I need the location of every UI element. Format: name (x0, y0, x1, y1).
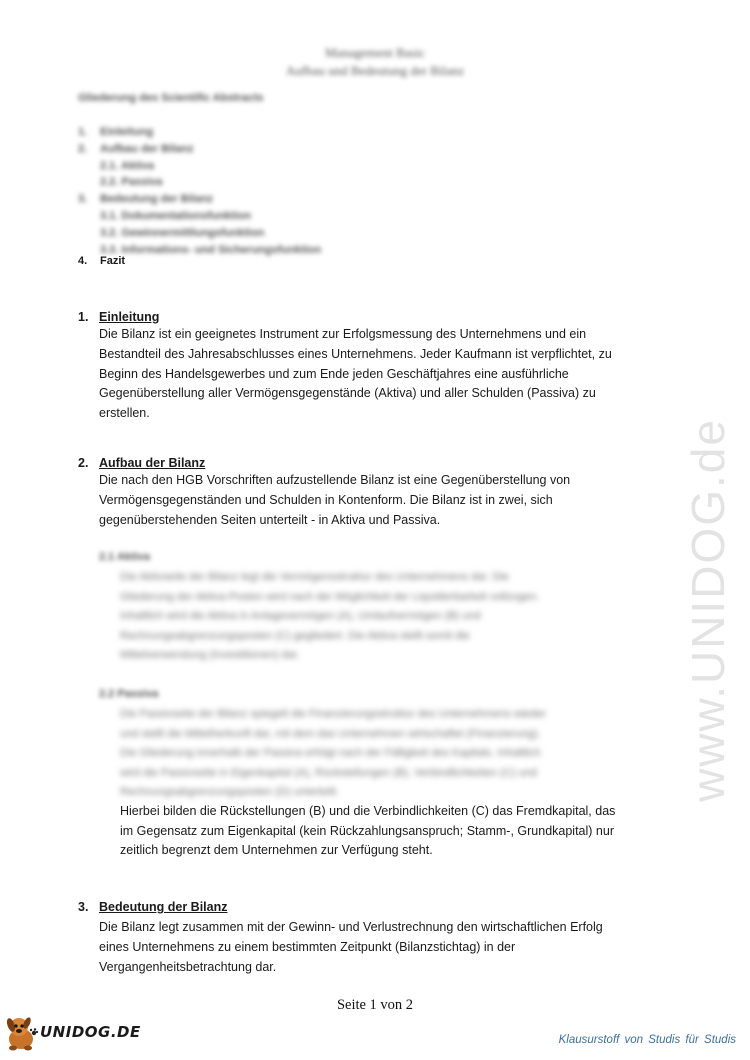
footer-tagline: Klausurstoff von Studis für Studis (558, 1034, 736, 1046)
logo-text: UNIDOG.DE (40, 1023, 141, 1041)
doc-title-line1: Management Basic (325, 45, 425, 60)
page-number: Seite 1 von 2 (336, 997, 414, 1013)
section-heading-bedeutung: 3. Bedeutung der Bilanz (78, 900, 228, 914)
section-heading-aufbau: 2. Aufbau der Bilanz (78, 456, 206, 470)
paragraph-aufbau: Die nach den HGB Vorschriften aufzustellende Bilanz ist eine Gegenüberstellung von Vermögensgegenständen und Schulden in Kontenform. Die Bilanz ist in zwei, sich gegenüberstehenden Seiten unterteilt - in Aktiva und Passiva. (99, 473, 571, 527)
toc-item: Einleitung (100, 126, 154, 138)
toc-item: 2.2. Passiva (100, 176, 163, 189)
doc-title-line2: Aufbau und Bedeutung der Bilanz (285, 63, 465, 78)
toc-item: Bedeutung der Bilanz (100, 193, 214, 206)
unidog-logo (4, 1010, 141, 1054)
paragraph-passiva-blurred: Die Passivseite der Bilanz spiegelt die Finanzierungsstruktur des Unternehmens wieder und stellt die Mittelherkunft dar, mit dem das Unternehmen wirtschaftet (Finanzierung). Die Gliederung innerhalb der Passiva erfolgt nach der Fälligkeit des Kapitals. Inhaltlich wird die Passivseite in Eigenkapital (A), Rückstellungen (B), Verbindlichkeiten (C) und Rechnungsabgrenzungsposten (D) unterteilt. (120, 708, 547, 799)
toc-heading: Gliederung des Scientific Abstracts (78, 92, 264, 104)
watermark: www.UNIDOG.de (682, 418, 734, 802)
paragraph-einleitung: Die Bilanz ist ein geeignetes Instrument zur Erfolgsmessung des Unternehmens und ein Bestandteil des Jahresabschlusses eines Unternehmens. Jeder Kaufmann ist verpflichtet, zu Beginn des Handelsgewerbes und zum Ende jeden Geschäftjahres eine ausführliche Gegenüberstellung aller Vermögensgegenstände (Aktiva) und aller Schulden (Passiva) zu erstellen. (99, 327, 612, 421)
dog-mascot-icon (4, 1013, 38, 1051)
paragraph-passiva-clear: Hierbei bilden die Rückstellungen (B) und die Verbindlichkeiten (C) das Fremdkapital, das im Gegensatz zum Eigenkapital (kein Rückzahlungsanspruch; Stamm-, Grundkapital) nur zeitlich begrenzt dem Unternehmen zur Verfügung steht. (120, 804, 616, 858)
toc-item: Fazit (100, 255, 126, 268)
toc-item: 3.2. Gewinnermittlungsfunktion (100, 226, 265, 239)
subsection-heading-passiva: 2.2 Passiva (99, 688, 159, 700)
table-of-contents: 1. Einleitung 2. Aufbau der Bilanz 2.1. Aktiva 2.2. Passiva 3. Bedeutung der Bilanz 3.1. Dokumentationsfunktion 3.2. Gewinnermittlungsfunktion 3.3. Informations- und Sicherungsfunktion 4. Fazit (78, 126, 322, 268)
toc-item: 3.3. Informations- und Sicherungsfunktion (100, 243, 322, 256)
paragraph-aktiva: Die Aktivseite der Bilanz legt die Vermögensstruktur des Unternehmens dar. Die Gliederung der Aktiva-Posten wird nach der Möglichkeit der Liquidierbarkeit vollzogen. Inhaltlich wird die Aktiva in Anlagevermögen (A), Umlaufvermögen (B) und Rechnungsabgrenzungsposten (C) gegliedert. Die Aktiva stellt somit die Mittelverwendung (Investitionen) dar. (120, 571, 540, 662)
subsection-heading-aktiva: 2.1 Aktiva (99, 551, 150, 563)
toc-item: Aufbau der Bilanz (100, 142, 194, 155)
section-heading-einleitung: 1. Einleitung (78, 310, 160, 324)
toc-item: 2.1. Aktiva (100, 159, 155, 172)
toc-item: 3.1. Dokumentationsfunktion (100, 209, 251, 222)
paragraph-bedeutung: Die Bilanz legt zusammen mit der Gewinn- und Verlustrechnung den wirtschaftlichen Erfolg eines Unternehmens zu einem bestimmten Zeitpunkt (Bilanzstichtag) in der Vergangenheitsbetrachtung dar. (99, 920, 603, 974)
